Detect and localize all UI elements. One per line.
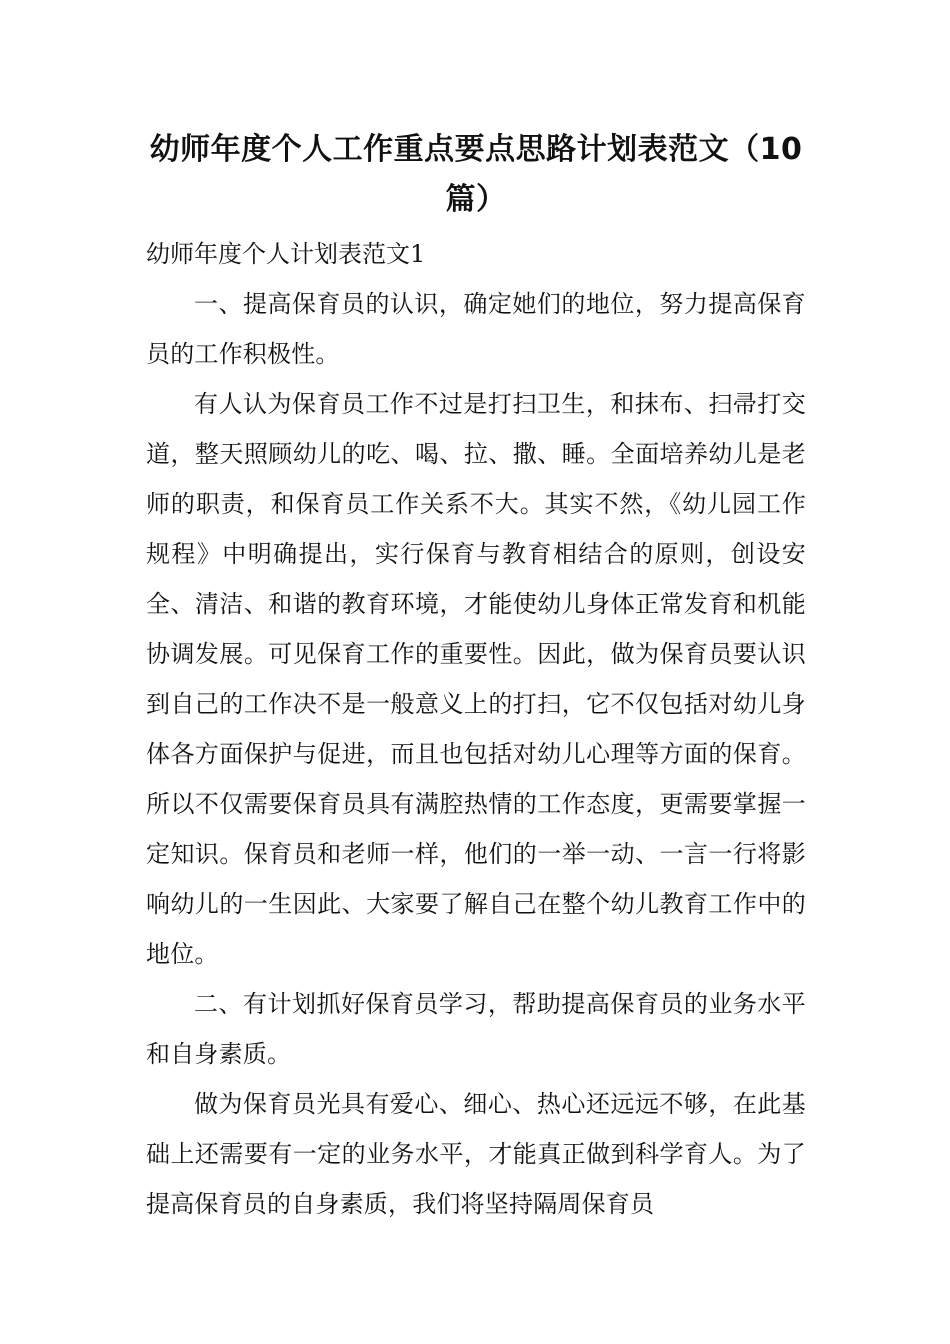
paragraph-1: 一、提高保育员的认识，确定她们的地位，努力提高保育员的工作积极性。 — [146, 290, 806, 368]
section-heading: 幼师年度个人计划表范文1 — [146, 240, 426, 268]
paragraph-4: 做为保育员光具有爱心、细心、热心还远远不够，在此基础上还需要有一定的业务水平，才能真正做到科学育人。为了提高保育员的自身素质，我们将坚持隔周保育员 — [146, 1090, 806, 1218]
paragraph-2: 有人认为保育员工作不过是打扫卫生，和抹布、扫帚打交道，整天照顾幼儿的吃、喝、拉、撒、睡。全面培养幼儿是老师的职责，和保育员工作关系不大。其实不然，《幼儿园工作规程》中明确提出，实行保育与教育相结合的原则，创设安全、清洁、和谐的教育环境，才能使幼儿身体正常发育和机能协调发展。可见保育工作的重要性。因此，做为保育员要认识到自己的工作决不是一般意义上的打扫，它不仅包括对幼儿身体各方面保护与促进，而且也包括对幼儿心理等方面的保育。所以不仅需要保育员具有满腔热情的工作态度，更需要掌握一定知识。保育员和老师一样，他们的一举一动、一言一行将影响幼儿的一生因此、大家要了解自己在整个幼儿教育工作中的地位。 — [146, 390, 806, 968]
document-page — [146, 125, 806, 1229]
document-title: 幼师年度个人工作重点要点思路计划表范文（10篇） — [149, 132, 803, 217]
paragraph-3: 二、有计划抓好保育员学习，帮助提高保育员的业务水平和自身素质。 — [146, 990, 806, 1068]
